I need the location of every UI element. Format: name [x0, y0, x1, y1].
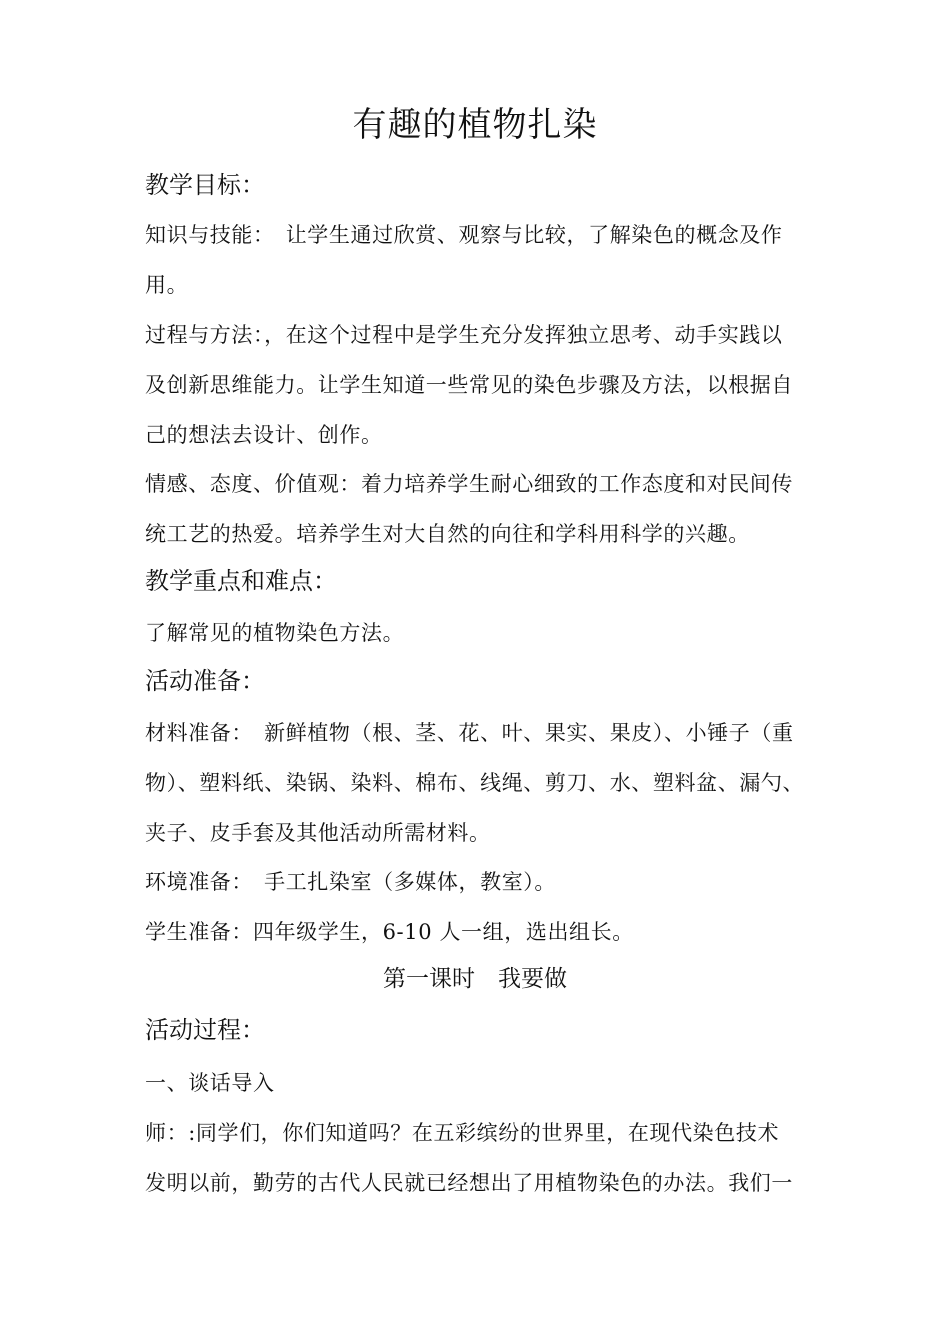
keypoints-heading: 教学重点和难点： [145, 567, 337, 595]
goals-heading: 教学目标： [145, 171, 265, 199]
knowledge-line-1: 知识与技能： 让学生通过欣赏、观察与比较，了解染色的概念及作 [145, 223, 783, 247]
materials-line-1: 材料准备： 新鲜植物（根、茎、花、叶、果实、果皮）、小锤子（重 [145, 721, 794, 745]
lesson-title: 第一课时 我要做 [383, 966, 567, 992]
keypoints-paragraph [145, 608, 810, 658]
keypoints-line: 了解常见的植物染色方法。 [145, 621, 405, 645]
process-line-1: 过程与方法：，在这个过程中是学生充分发挥独立思考、动手实践以 [145, 323, 783, 347]
process-line-2: 及创新思维能力。让学生知道一些常见的染色步骤及方法，以根据自 [145, 373, 793, 397]
emotion-values-paragraph [145, 459, 810, 559]
intro-line: 一、谈话导入 [145, 1071, 275, 1095]
intro-paragraph [145, 1058, 810, 1108]
environment-line: 环境准备： 手工扎染室（多媒体，教室）。 [145, 870, 556, 894]
materials-line-2: 物）、塑料纸、染锅、染料、棉布、线绳、剪刀、水、塑料盆、漏勺、 [145, 771, 805, 795]
teacher-paragraph [145, 1108, 810, 1208]
students-line: 学生准备：四年级学生，6-10 人一组，选出组长。 [145, 920, 634, 944]
emotion-line-2: 统工艺的热爱。培养学生对大自然的向往和学科用科学的兴趣。 [145, 522, 750, 546]
emotion-line-1: 情感、态度、价值观：着力培养学生耐心细致的工作态度和对民间传 [145, 472, 793, 496]
students-paragraph [145, 907, 810, 957]
activity-process-heading: 活动过程： [145, 1016, 265, 1044]
environment-paragraph [145, 857, 810, 907]
document-title: 有趣的植物扎染 [352, 105, 598, 145]
materials-paragraph [145, 708, 810, 858]
process-method-paragraph [145, 310, 810, 460]
materials-line-3: 夹子、皮手套及其他活动所需材料。 [145, 821, 491, 845]
knowledge-line-2: 用。 [145, 273, 189, 297]
knowledge-skills-paragraph [145, 210, 810, 310]
process-line-3: 己的想法去设计、创作。 [145, 423, 383, 447]
teacher-line-1: 师：:同学们，你们知道吗？在五彩缤纷的世界里，在现代染色技术 [145, 1121, 780, 1145]
teacher-line-2: 发明以前，勤劳的古代人民就已经想出了用植物染色的办法。我们一 [145, 1171, 793, 1195]
prep-heading: 活动准备： [145, 667, 265, 695]
